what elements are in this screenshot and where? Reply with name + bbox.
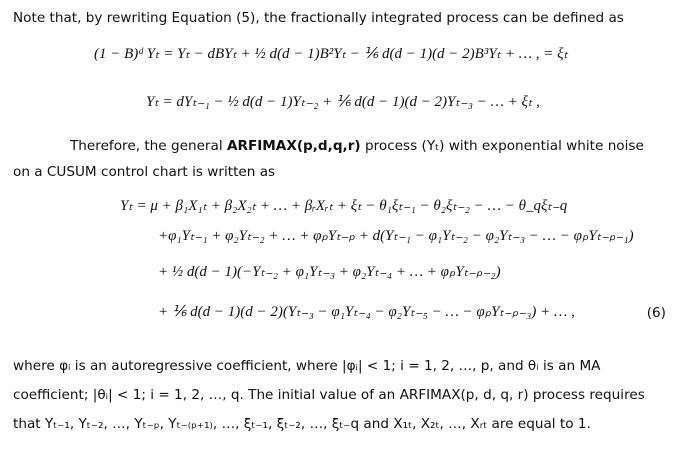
paragraph-therefore bbox=[70, 137, 644, 155]
equation-6-line-2: +φ₁Yₜ₋₁ + φ₂Yₜ₋₂ + … + φₚYₜ₋ₚ + d(Yₜ₋₁ − φ₁Yₜ₋₂ − φ₂Yₜ₋₃ − … − φₚYₜ₋ₚ₋₁) bbox=[158, 228, 634, 244]
equation-6-line-3: + ½ d(d − 1)(−Yₜ₋₂ + φ₁Yₜ₋₃ + φ₂Yₜ₋₄ + … + φₚYₜ₋ₚ₋₂) bbox=[158, 264, 501, 280]
paragraph-intro: Note that, by rewriting Equation (5), the fractionally integrated process can be defined as bbox=[13, 10, 624, 26]
equation-fractional-process: Yₜ = dYₜ₋₁ − ½ d(d − 1)Yₜ₋₂ + ⅙ d(d − 1)(d − 2)Yₜ₋₃ − … + ξₜ , bbox=[146, 94, 540, 110]
paragraph-where: where φᵢ is an autoregressive coefficient, where |φᵢ| < 1; i = 1, 2, …, p, and θᵢ is an MA bbox=[13, 358, 601, 374]
equation-6-line-4: + ⅙ d(d − 1)(d − 2)(Yₜ₋₃ − φ₁Yₜ₋₄ − φ₂Yₜ₋₅ − … − φₚYₜ₋ₚ₋₃) + … , bbox=[158, 304, 575, 320]
paragraph-cusum: on a CUSUM control chart is written as bbox=[13, 164, 276, 180]
equation-fractional-difference: (1 − B)ᵈ Yₜ = Yₜ − dBYₜ + ½ d(d − 1)B²Yₜ − ⅙ d(d − 1)(d − 2)B³Yₜ + … , = ξₜ bbox=[94, 46, 569, 62]
paragraph-therefore-tail: process (Yₜ) with exponential white noise bbox=[360, 138, 644, 154]
equation-6-line-1: Yₜ = μ + β₁X₁ₜ + β₂X₂ₜ + … + βᵣXᵣₜ + ξₜ − θ₁ξₜ₋₁ − θ₂ξₜ₋₂ − … − θ_qξₜ₋q bbox=[120, 198, 568, 214]
equation-6-number: (6) bbox=[646, 305, 666, 321]
arfimax-model-name: ARFIMAX(p,d,q,r) bbox=[226, 138, 361, 154]
paragraph-coefficient: coefficient; |θᵢ| < 1; i = 1, 2, …, q. The initial value of an ARFIMAX(p, d, q, r) process requires bbox=[13, 387, 645, 403]
paragraph-therefore-text: Therefore, the general bbox=[70, 138, 227, 154]
paragraph-initial-values: that Yₜ₋₁, Yₜ₋₂, …, Yₜ₋ₚ, Yₜ₋₍ₚ₊₁₎, …, ξₜ₋₁, ξₜ₋₂, …, ξₜ₋q and X₁ₜ, X₂ₜ, …, Xᵣₜ are equal to 1. bbox=[13, 416, 591, 432]
